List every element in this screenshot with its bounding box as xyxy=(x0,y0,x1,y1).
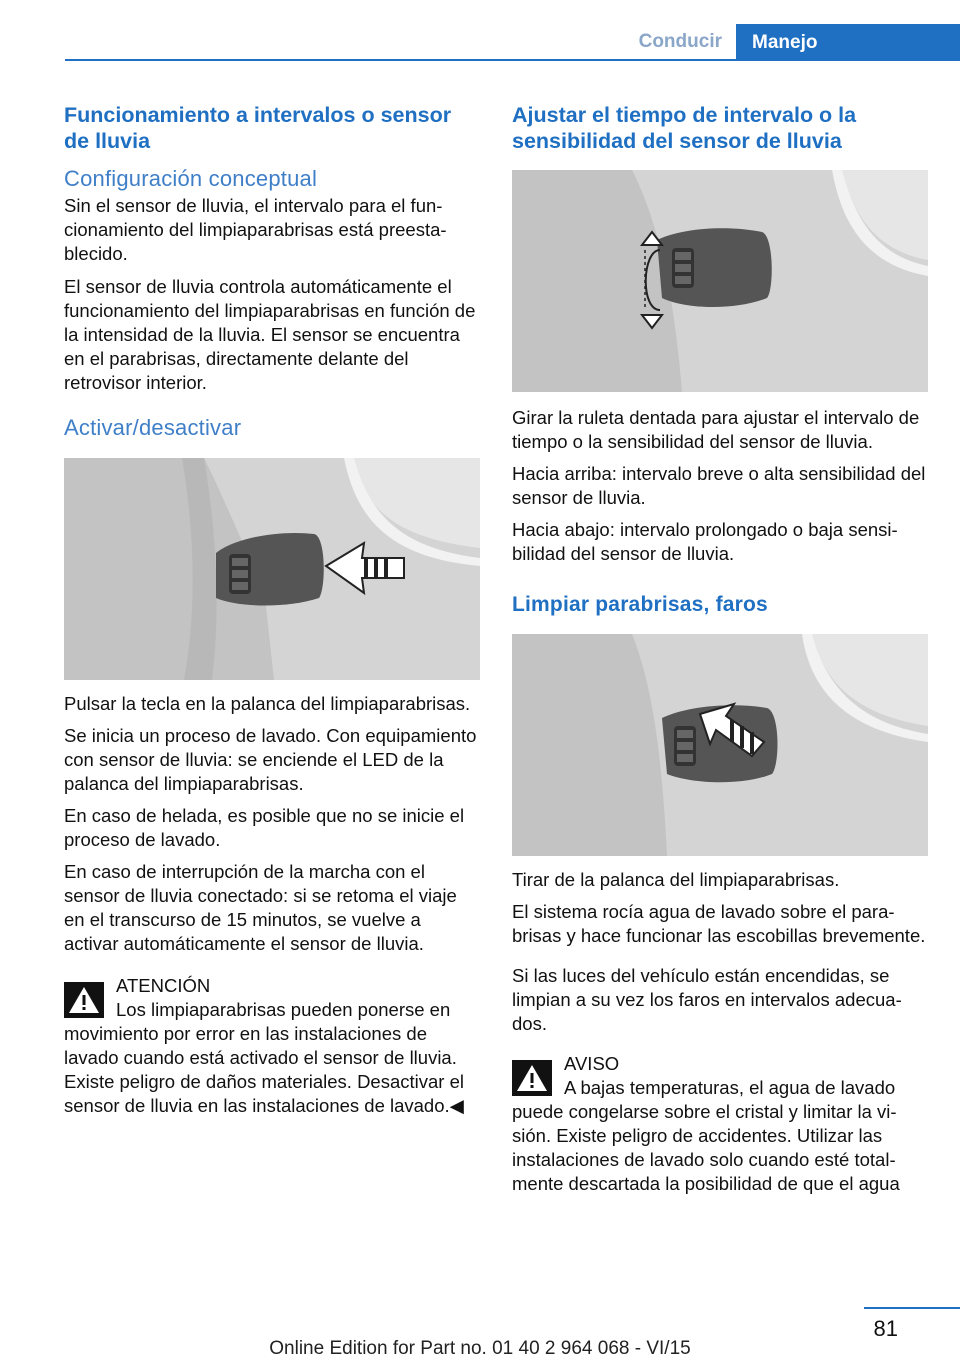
warning-icon xyxy=(64,982,104,1018)
footer-rule xyxy=(864,1307,960,1309)
caution-text: movimiento por error en las instalaciones de lavado cuando está activado el sensor de lluvia. Existe peligro de daños materiales. Desactivar el sensor de lluvia en las instalaciones de lavado.◀ xyxy=(64,1023,464,1116)
tab-manejo[interactable]: Manejo xyxy=(736,24,960,61)
notice-box xyxy=(512,1052,928,1196)
tab-conducir[interactable]: Conducir xyxy=(638,31,722,52)
paragraph: Sin el sensor de lluvia, el intervalo para el funcionamiento del limpiaparabrisas está preestablecido. xyxy=(64,195,447,264)
paragraph: Girar la ruleta dentada para ajustar el intervalo de tiempo o la sensibilidad del sensor de lluvia. xyxy=(512,407,920,452)
paragraph: En caso de helada, es posible que no se inicie el proceso de lavado. xyxy=(64,805,465,850)
wiper-button-illustration xyxy=(64,458,480,680)
header-rule xyxy=(65,59,960,61)
notice-text: puede congelarse sobre el cristal y limitar la visión. Existe peligro de accidentes. Utilizar las instalaciones de lavado solo cuando esté totalmente descartada la posibilidad de que el agua xyxy=(512,1101,900,1194)
subsection-concept: Configuración conceptual xyxy=(64,166,318,191)
paragraph: Hacia arriba: intervalo breve o alta sensibilidad del sensor de lluvia. xyxy=(512,463,926,508)
paragraph: Hacia abajo: intervalo prolongado o baja sensibilidad del sensor de lluvia. xyxy=(512,519,898,564)
paragraph: En caso de interrupción de la marcha con el sensor de lluvia conectado: si se retoma el viaje en el transcurso de 15 minutos, se vuelve a activar automáticamente el sensor de lluvia. xyxy=(64,861,457,954)
paragraph: Pulsar la tecla en la palanca del limpiaparabrisas. xyxy=(64,693,471,714)
caution-box xyxy=(64,974,480,1118)
caution-title: ATENCIÓN xyxy=(116,975,211,996)
caution-text-first: Los limpiaparabrisas pueden ponerse en xyxy=(116,999,451,1020)
subsection-toggle: Activar/desactivar xyxy=(64,415,242,440)
left-column xyxy=(64,102,480,1118)
section-title-intervals: Funcionamiento a intervalos o sensor de lluvia xyxy=(64,103,452,153)
wiper-pull-illustration xyxy=(512,634,928,856)
page-number: 81 xyxy=(873,1316,898,1341)
paragraph: El sensor de lluvia controla automáticamente el funcionamiento del limpiaparabrisas en función de la intensidad de la lluvia. El sensor se encuentra en el parabrisas, directamente delante del retrovisor interior. xyxy=(64,276,476,393)
section-title-adjust: Ajustar el tiempo de intervalo o la sensibilidad del sensor de lluvia xyxy=(512,103,857,153)
warning-icon xyxy=(512,1060,552,1096)
paragraph: Tirar de la palanca del limpiaparabrisas. xyxy=(512,869,840,890)
subsection-clean: Limpiar parabrisas, faros xyxy=(512,593,768,616)
paragraph: El sistema rocía agua de lavado sobre el parabrisas y hace funcionar las escobillas brevemente. xyxy=(512,901,926,946)
notice-title: AVISO xyxy=(564,1053,620,1074)
notice-text-first: A bajas temperaturas, el agua de lavado xyxy=(564,1077,896,1098)
paragraph: Se inicia un proceso de lavado. Con equipamiento con sensor de lluvia: se enciende el LED de la palanca del limpiaparabrisas. xyxy=(64,725,477,794)
footer-edition: Online Edition for Part no. 01 40 2 964 068 - VI/15 xyxy=(269,1338,691,1359)
wiper-wheel-illustration xyxy=(512,170,928,392)
right-column xyxy=(512,102,928,1196)
paragraph: Si las luces del vehículo están encendidas, se limpian a su vez los faros en intervalos adecuados. xyxy=(512,965,902,1034)
header-nav xyxy=(65,24,960,61)
